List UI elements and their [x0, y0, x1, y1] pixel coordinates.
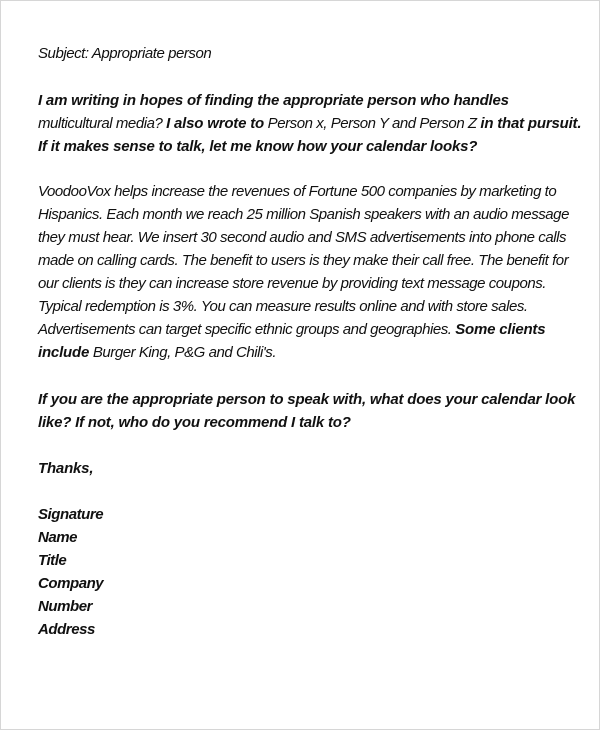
intro-paragraph [38, 89, 583, 158]
signature-block [38, 503, 103, 641]
number-field: Number [38, 598, 92, 615]
intro-bold-1: I am writing in hopes of finding the appropriate person who handles [38, 92, 509, 109]
company-field: Company [38, 575, 104, 592]
signature-field: Signature [38, 506, 104, 523]
address-field: Address [38, 621, 95, 638]
thanks-line: Thanks, [38, 460, 94, 477]
body-regular-1: VoodooVox helps increase the revenues of Fortune 500 companies by marketing to Hispanics. Each month we reach 25 million Spanish speakers with an audio message they must hear. We insert 30 second audio and SMS advertisements into phone calls made on calling cards. The benefit to users is they make their call free. The benefit for our clients is they can increase store revenue by providing text message coupons. Typical redemption is 3%. You can measure results online and with store sales. Advertisements can target specific ethnic groups and geographies. [38, 183, 569, 338]
body-bold-1: Some clients include [38, 321, 546, 361]
intro-bold-3: in that pursuit. If it makes sense to talk, let me know how your calendar looks? [38, 115, 582, 155]
body-paragraph [38, 180, 583, 364]
title-field: Title [38, 552, 67, 569]
intro-bold-2: I also wrote to [166, 115, 264, 132]
intro-regular-1: multicultural media? [38, 115, 167, 132]
body-regular-2: Burger King, P&G and Chili's. [89, 344, 277, 361]
closing-question: If you are the appropriate person to speak with, what does your calendar look like? If not, who do you recommend I talk to? [38, 391, 576, 431]
subject-line: Subject: Appropriate person [38, 45, 212, 62]
name-field: Name [38, 529, 78, 546]
intro-regular-2: Person x, Person Y and Person Z [263, 115, 481, 132]
